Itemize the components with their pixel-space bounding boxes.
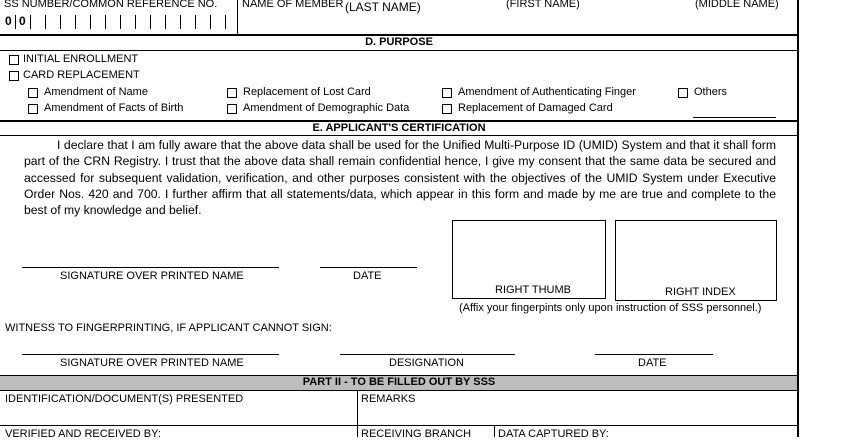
certification-text: I declare that I am fully aware that the above data shall be used for the Unified Multi-Purpose ID (UMID) System and that it shall form part of the CRN Registry. I trust that the above data shall remain confidential hence, I give my consent that the same data be secured and accessed for subsequent validation, verification, and other purposes consistent with the objectives of the UMID System under Executive Order Nos. 420 and 700. I further affirm that all statements/data, which appear in this form and made by me are true and complete to the best of my knowledge and belief.: [24, 138, 776, 218]
data-captured-label: DATA CAPTURED BY:: [498, 428, 609, 440]
amendment-demographic-checkbox[interactable]: [227, 104, 237, 114]
purpose-title: D. PURPOSE: [365, 36, 433, 48]
name-of-member-label: NAME OF MEMBER: [242, 0, 344, 10]
replacement-lost-label: Replacement of Lost Card: [243, 86, 371, 98]
date-label: DATE: [353, 270, 382, 282]
amendment-finger-label: Amendment of Authenticating Finger: [458, 86, 636, 98]
initial-enrollment-checkbox[interactable]: [9, 55, 19, 65]
certification-title: E. APPLICANT'S CERTIFICATION: [312, 122, 486, 134]
others-checkbox[interactable]: [678, 88, 688, 98]
designation-label: DESIGNATION: [389, 357, 464, 369]
id-docs-label: IDENTIFICATION/DOCUMENT(S) PRESENTED: [5, 393, 244, 405]
witness-label: WITNESS TO FINGERPRINTING, IF APPLICANT CANNOT SIGN:: [5, 322, 332, 334]
part2-title: PART II - TO BE FILLED OUT BY SSS: [302, 376, 496, 388]
signature-line[interactable]: [22, 267, 279, 268]
others-specify-line[interactable]: [693, 117, 776, 118]
witness-signature-label: SIGNATURE OVER PRINTED NAME: [60, 357, 244, 369]
middle-name-label: (MIDDLE NAME): [695, 0, 779, 10]
initial-enrollment-label: INITIAL ENROLLMENT: [23, 53, 139, 65]
first-name-label: (FIRST NAME): [506, 0, 580, 10]
replacement-damaged-checkbox[interactable]: [442, 104, 452, 114]
designation-line[interactable]: [340, 354, 515, 355]
right-thumb-label: RIGHT THUMB: [495, 284, 571, 296]
signature-label: SIGNATURE OVER PRINTED NAME: [60, 270, 244, 282]
ss-digit-1: 0: [5, 14, 12, 28]
replacement-lost-checkbox[interactable]: [227, 88, 237, 98]
ss-digit-2: 0: [19, 14, 26, 28]
amendment-name-checkbox[interactable]: [28, 88, 38, 98]
affix-note: (Affix your fingerpints only upon instruction of SSS personnel.): [459, 302, 762, 314]
receiving-branch-label: RECEIVING BRANCH: [361, 428, 472, 440]
remarks-label: REMARKS: [361, 393, 416, 405]
form-right-border: [797, 0, 799, 437]
date-line[interactable]: [320, 267, 417, 268]
amendment-birth-label: Amendment of Facts of Birth: [44, 102, 184, 114]
witness-date-label: DATE: [638, 357, 667, 369]
amendment-demographic-label: Amendment of Demographic Data: [243, 102, 410, 114]
last-name-label: (LAST NAME): [345, 0, 421, 14]
card-replacement-label: CARD REPLACEMENT: [23, 69, 140, 81]
card-replacement-checkbox[interactable]: [9, 71, 19, 81]
verified-label: VERIFIED AND RECEIVED BY:: [5, 428, 161, 440]
others-label: Others: [694, 86, 728, 98]
replacement-damaged-label: Replacement of Damaged Card: [458, 102, 613, 114]
amendment-finger-checkbox[interactable]: [442, 88, 452, 98]
ss-number-label: SS NUMBER/COMMON REFERENCE NO.: [4, 0, 218, 10]
amendment-name-label: Amendment of Name: [44, 86, 148, 98]
right-index-label: RIGHT INDEX: [665, 286, 736, 298]
witness-date-line[interactable]: [595, 354, 713, 355]
amendment-birth-checkbox[interactable]: [28, 104, 38, 114]
witness-signature-line[interactable]: [22, 354, 279, 355]
